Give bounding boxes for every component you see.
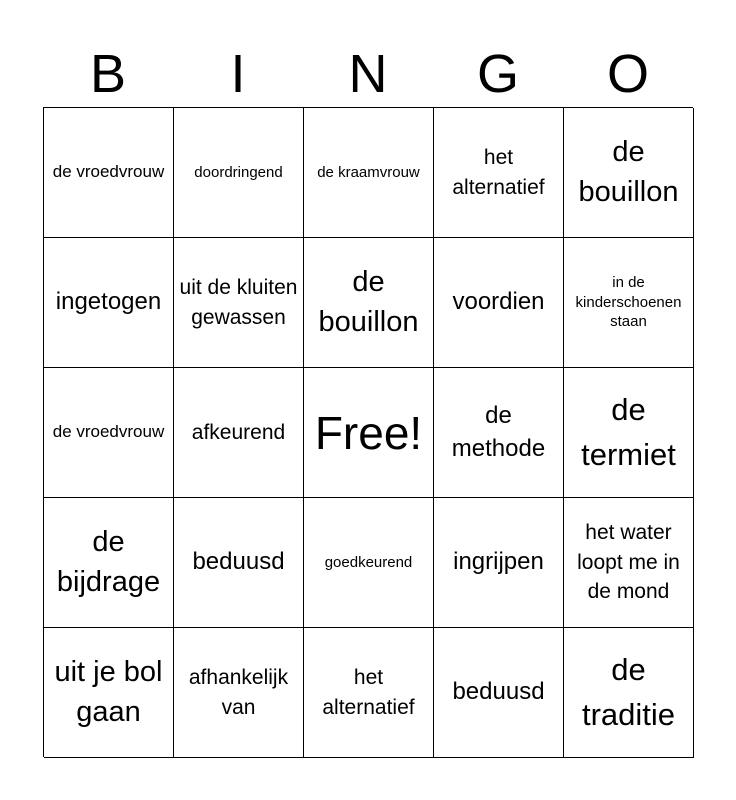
header-letter-g: G	[476, 44, 519, 104]
cell-text: het alternatief	[322, 666, 415, 719]
bingo-cell[interactable]	[564, 238, 694, 368]
cell-text: beduusd	[452, 678, 545, 706]
bingo-cell[interactable]	[304, 628, 434, 758]
bingo-cell[interactable]	[564, 368, 694, 498]
cell-text: ingetogen	[55, 288, 162, 316]
cell-text: goedkeurend	[324, 553, 413, 571]
cell-text: afkeurend	[191, 420, 286, 444]
cell-text: uit de kluiten gewassen	[179, 276, 298, 329]
bingo-cell[interactable]	[304, 108, 434, 238]
bingo-board	[43, 107, 693, 757]
bingo-cell[interactable]	[434, 498, 564, 628]
cell-text: de termiet	[581, 391, 676, 472]
bingo-cell[interactable]	[174, 238, 304, 368]
cell-text: de bouillon	[318, 266, 419, 338]
header-letter-o: O	[606, 44, 649, 104]
bingo-cell[interactable]	[434, 238, 564, 368]
cell-text: afhankelijk van	[188, 666, 289, 719]
cell-text: doordringend	[194, 163, 283, 181]
cell-text: uit je bol gaan	[54, 656, 163, 728]
cell-text: voordien	[452, 288, 545, 316]
header-letter-n: N	[348, 44, 388, 104]
bingo-cell[interactable]	[174, 498, 304, 628]
free-space[interactable]	[304, 368, 434, 498]
cell-text: in de kinderschoenen staan	[575, 274, 682, 331]
bingo-cell[interactable]	[564, 628, 694, 758]
bingo-cell[interactable]	[44, 108, 174, 238]
bingo-cell[interactable]	[564, 108, 694, 238]
cell-text: het water loopt me in de mond	[577, 521, 680, 604]
bingo-cell[interactable]	[304, 238, 434, 368]
bingo-cell[interactable]	[174, 628, 304, 758]
bingo-cell[interactable]	[434, 108, 564, 238]
cell-text: beduusd	[192, 548, 285, 576]
cell-text: de vroedvrouw	[52, 162, 165, 182]
bingo-cell[interactable]	[44, 628, 174, 758]
bingo-cell[interactable]	[434, 628, 564, 758]
cell-text: de kraamvrouw	[317, 163, 420, 181]
bingo-cell[interactable]	[44, 238, 174, 368]
bingo-cell[interactable]	[434, 368, 564, 498]
cell-text: ingrijpen	[453, 548, 544, 576]
cell-text: het alternatief	[452, 146, 545, 199]
bingo-cell[interactable]	[44, 498, 174, 628]
header-letter-i: I	[230, 44, 246, 104]
bingo-cell[interactable]	[44, 368, 174, 498]
cell-text: de bouillon	[578, 136, 679, 208]
header-letter-b: B	[89, 44, 127, 104]
cell-text: de traditie	[581, 651, 676, 732]
cell-text: de methode	[451, 402, 546, 462]
bingo-header	[43, 42, 693, 106]
bingo-cell[interactable]	[564, 498, 694, 628]
cell-text: de vroedvrouw	[52, 422, 165, 442]
bingo-cell[interactable]	[174, 108, 304, 238]
cell-text: de bijdrage	[56, 526, 161, 598]
bingo-cell[interactable]	[174, 368, 304, 498]
free-space-text: Free!	[314, 406, 423, 459]
bingo-cell[interactable]	[304, 498, 434, 628]
